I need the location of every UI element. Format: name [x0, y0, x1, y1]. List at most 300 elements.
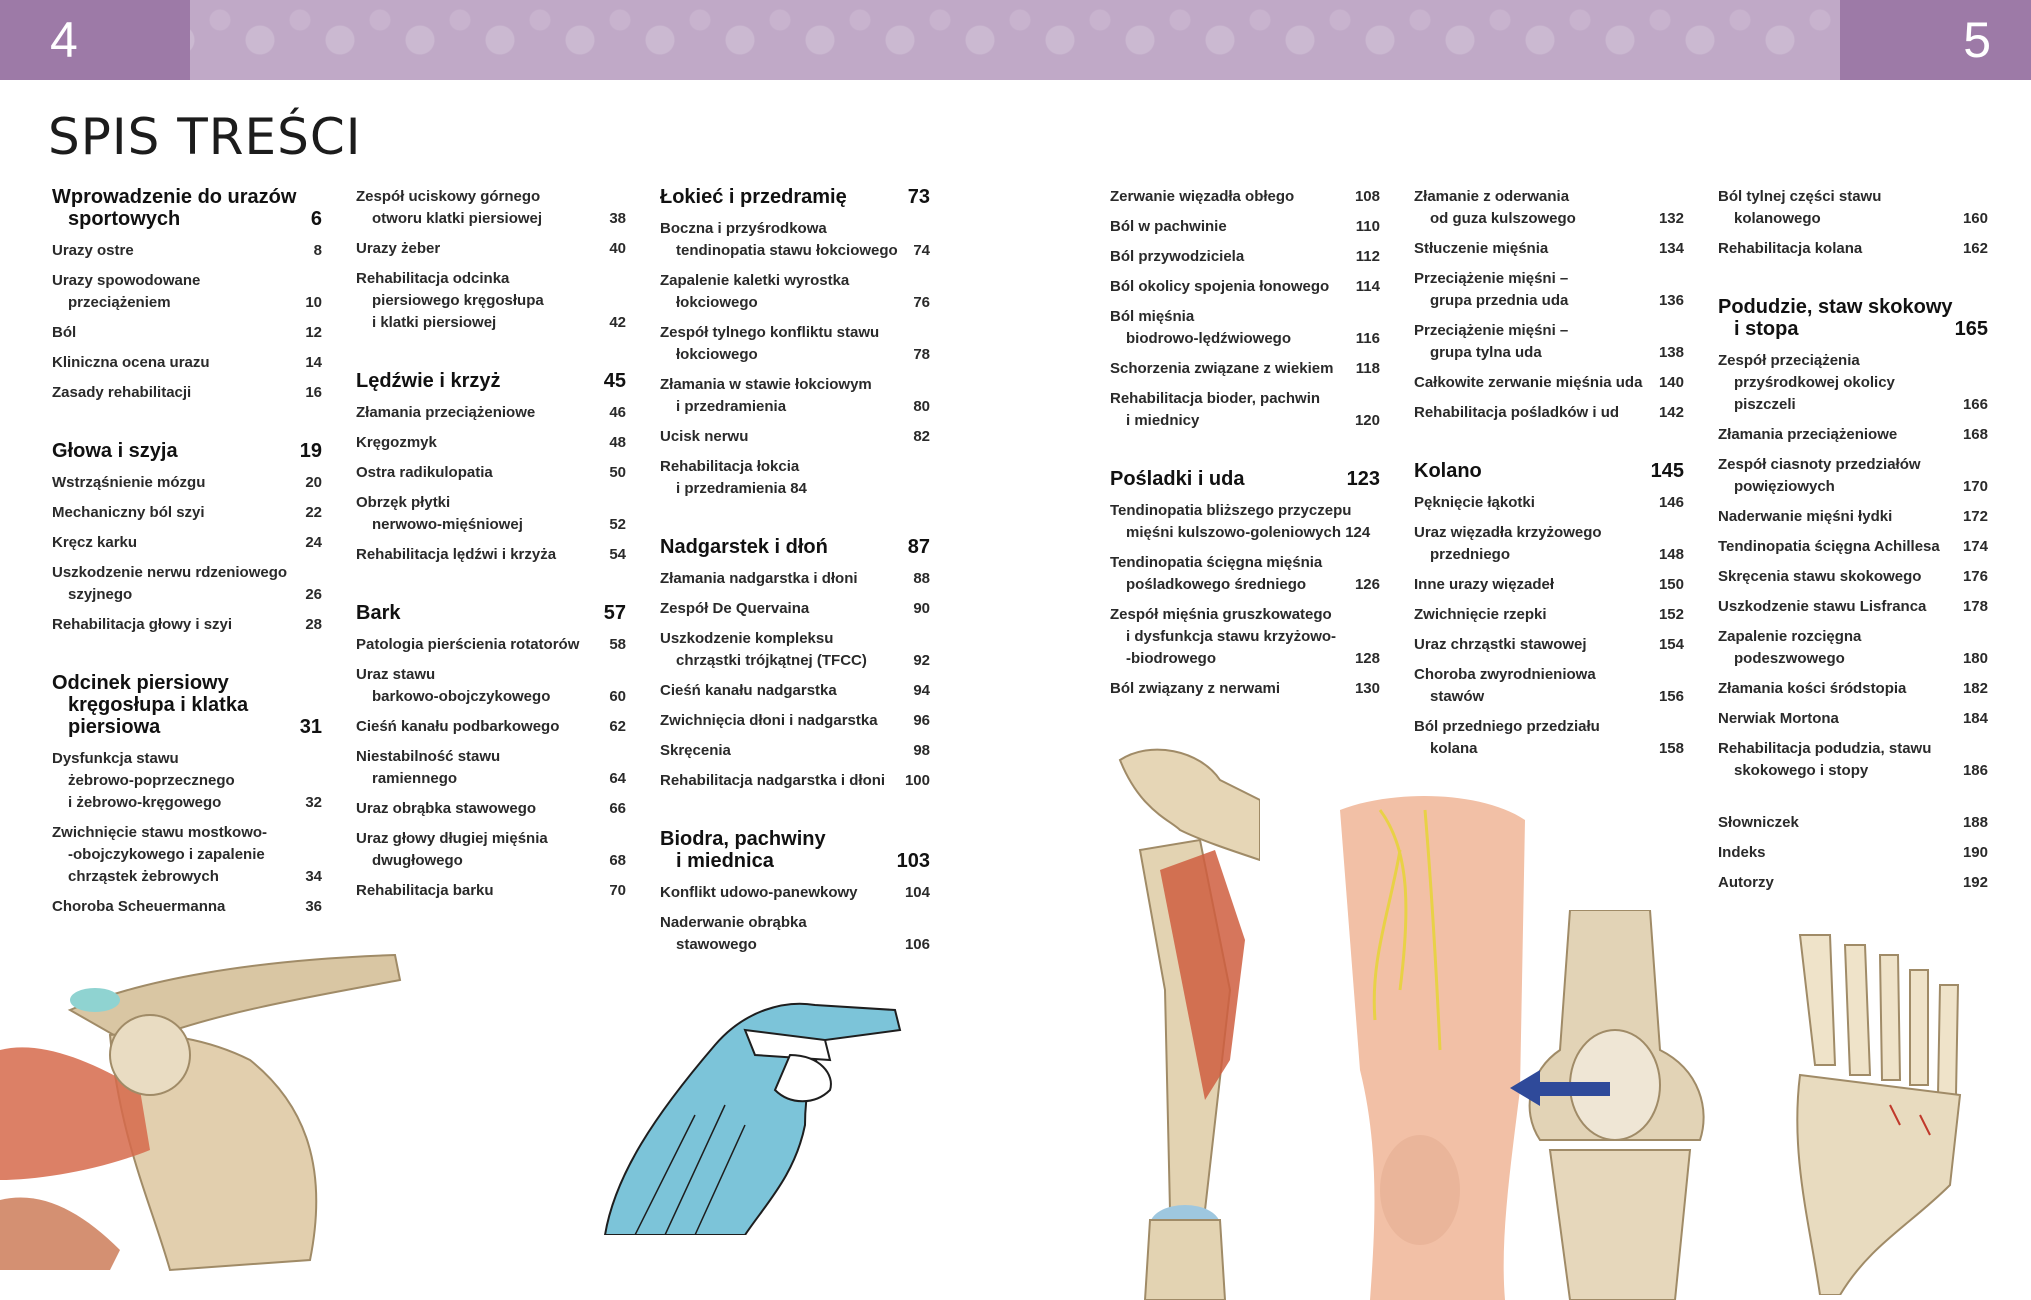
entry-title [356, 238, 609, 260]
page-number: 186 [1962, 762, 1988, 779]
toc-entry[interactable] [1718, 566, 1988, 588]
toc-column-6 [1718, 186, 1988, 902]
entry-title [52, 502, 305, 524]
page-number: 140 [1658, 374, 1684, 391]
entry-title [660, 598, 913, 620]
title-line: Autorzy [1718, 874, 1774, 891]
page-number: 78 [913, 346, 930, 363]
title-line: Zespół mięśnia gruszkowatego [1110, 606, 1332, 623]
page-number: 130 [1354, 680, 1380, 697]
entry-title [1110, 246, 1356, 268]
title-line: Zwichnięcie stawu mostkowo- [52, 824, 268, 841]
toc-entry[interactable] [1110, 186, 1380, 208]
entry-title [52, 240, 314, 262]
page-number: 128 [1354, 650, 1380, 667]
entry-title [1414, 634, 1659, 656]
toc-entry[interactable] [356, 664, 626, 708]
title-line: Tendinopatia ścięgna Achillesa [1718, 538, 1940, 555]
page-number: 90 [913, 600, 930, 617]
toc-entry[interactable] [1718, 872, 1988, 894]
title-line: Ból związany z nerwami [1110, 680, 1281, 697]
toc-entry[interactable] [356, 880, 626, 902]
toc-entry[interactable] [52, 240, 322, 262]
title-line: Tendinopatia ścięgna mięśnia [1110, 554, 1323, 571]
entry-title [1718, 238, 1963, 260]
toc-section[interactable] [1414, 460, 1684, 482]
title-line: Rehabilitacja nadgarstka i dłoni [660, 772, 886, 789]
toc-entry[interactable] [1718, 708, 1988, 730]
title-line: Obrzęk płytki [356, 494, 451, 511]
title-line: Naderwanie obrąbka [660, 914, 807, 931]
page-number: 106 [904, 936, 930, 953]
entry-title [1414, 320, 1659, 364]
title-line: -biodrowego [1126, 650, 1216, 667]
toc-entry[interactable] [1718, 186, 1988, 230]
page-number: 154 [1658, 636, 1684, 653]
toc-entry[interactable] [660, 426, 930, 448]
entry-title [52, 270, 305, 314]
title-line: Kręcz karku [52, 534, 138, 551]
toc-entry[interactable] [1718, 678, 1988, 700]
page-number: 94 [913, 682, 930, 699]
toc-entry[interactable] [1718, 506, 1988, 528]
toc-entry[interactable] [1718, 842, 1988, 864]
entry-title [52, 322, 305, 344]
entry-title [52, 748, 305, 814]
section-title [52, 186, 296, 230]
title-line: Kliniczna ocena urazu [52, 354, 210, 371]
entry-title [356, 880, 609, 902]
title-line: piersiowego kręgosłupa [372, 292, 544, 309]
page-number: 34 [305, 868, 322, 885]
entry-title [52, 532, 305, 554]
title-line: Głowa i szyja [52, 440, 178, 462]
toc-entry[interactable] [52, 748, 322, 814]
title-line: i miednicy [1126, 412, 1200, 429]
page-number: 14 [305, 354, 322, 371]
page-number: 10 [305, 294, 322, 311]
page-number: 82 [913, 428, 930, 445]
entry-title [52, 896, 305, 918]
toc-entry[interactable] [660, 322, 930, 366]
knee-illustration [1500, 910, 1730, 1300]
toc-entry[interactable] [356, 238, 626, 260]
toc-entry[interactable] [356, 432, 626, 454]
title-line: Uraz chrząstki stawowej [1414, 636, 1587, 653]
page-number: 40 [609, 240, 626, 257]
title-line: chrząstki trójkątnej (TFCC) [676, 652, 867, 669]
entry-title [660, 680, 913, 702]
toc-entry[interactable] [52, 562, 322, 606]
title-line: Skręcenia [660, 742, 731, 759]
title-line: Podudzie, staw skokowy [1718, 296, 1953, 318]
page-number: 80 [913, 398, 930, 415]
toc-entry[interactable] [660, 680, 930, 702]
toc-section[interactable] [52, 186, 322, 230]
title-line: Odcinek piersiowy [52, 672, 229, 694]
page-number: 100 [904, 772, 930, 789]
toc-entry[interactable] [356, 186, 626, 230]
title-line: Złamania w stawie łokciowym [660, 376, 872, 393]
title-line: i dysfunkcja stawu krzyżowo- [1126, 628, 1337, 645]
page-number: 148 [1658, 546, 1684, 563]
page-number: 88 [913, 570, 930, 587]
page-number: 142 [1658, 404, 1684, 421]
toc-entry[interactable] [1414, 238, 1684, 260]
page-number: 118 [1355, 360, 1380, 377]
toc-entry[interactable] [356, 492, 626, 536]
toc-entry[interactable] [1414, 402, 1684, 424]
entry-title [660, 628, 913, 672]
page-number: 150 [1658, 576, 1684, 593]
title-line: Zapalenie kaletki wyrostka [660, 272, 850, 289]
entry-title [52, 472, 305, 494]
title-line: Boczna i przyśrodkowa [660, 220, 827, 237]
title-line: Rehabilitacja lędźwi i krzyża [356, 546, 557, 563]
entry-title [52, 562, 305, 606]
entry-title [660, 218, 913, 262]
toc-entry[interactable] [1414, 634, 1684, 656]
page-number: 192 [1962, 874, 1988, 891]
title-line: Łokieć i przedramię [660, 186, 847, 208]
page-number: 87 [907, 536, 930, 558]
entry-title [356, 186, 609, 230]
toc-entry[interactable] [1718, 738, 1988, 782]
page-number: 188 [1962, 814, 1988, 831]
toc-entry[interactable] [1414, 186, 1684, 230]
hip-muscle-illustration [1110, 740, 1260, 1300]
toc-entry[interactable] [356, 716, 626, 738]
toc-entry[interactable] [1718, 536, 1988, 558]
title-line: i miednica [676, 850, 774, 872]
page-number: 19 [299, 440, 322, 462]
toc-entry[interactable] [1110, 500, 1380, 544]
section-title [1718, 296, 1953, 340]
toc-entry[interactable] [660, 374, 930, 418]
title-line: Ból [52, 324, 77, 341]
toc-section[interactable] [52, 672, 322, 738]
page-number: 146 [1658, 494, 1684, 511]
entry-title [1414, 574, 1659, 596]
title-line: żebrowo-poprzecznego [68, 772, 235, 789]
title-line: Pośladki i uda [1110, 468, 1245, 490]
title-line: Urazy ostre [52, 242, 134, 259]
entry-title [356, 716, 609, 738]
toc-entry[interactable] [1718, 350, 1988, 416]
toc-entry[interactable] [660, 218, 930, 262]
entry-title [660, 270, 913, 314]
toc-entry[interactable] [52, 822, 322, 888]
page-number: 112 [1355, 248, 1380, 265]
page-number: 46 [609, 404, 626, 421]
title-line: podeszwowego [1734, 650, 1845, 667]
toc-entry[interactable] [1414, 604, 1684, 626]
title-line: grupa tylna uda [1430, 344, 1542, 361]
page-number: 42 [609, 314, 626, 331]
page-number: 180 [1962, 650, 1988, 667]
entry-title [1110, 500, 1380, 544]
title-line: Uszkodzenie kompleksu [660, 630, 834, 647]
title-line: Rehabilitacja kolana [1718, 240, 1863, 257]
title-line: Zasady rehabilitacji [52, 384, 192, 401]
toc-entry[interactable] [1718, 454, 1988, 498]
toc-entry[interactable] [1110, 358, 1380, 380]
title-line: Zespół De Quervaina [660, 600, 810, 617]
entry-title [1718, 186, 1963, 230]
page-number: 172 [1962, 508, 1988, 525]
title-line: Rehabilitacja łokcia [660, 458, 800, 475]
entry-title [660, 882, 905, 904]
page-number: 166 [1962, 396, 1988, 413]
toc-entry[interactable] [356, 402, 626, 424]
title-line: Rehabilitacja bioder, pachwin [1110, 390, 1321, 407]
page-number: 182 [1962, 680, 1988, 697]
title-line: łokciowego [676, 294, 758, 311]
toc-entry[interactable] [1718, 812, 1988, 834]
title-line: tendinopatia stawu łokciowego [676, 242, 898, 259]
title-line: chrząstek żebrowych [68, 868, 219, 885]
title-line: powięziowych [1734, 478, 1835, 495]
title-line: Ból mięśnia [1110, 308, 1195, 325]
title-line: Zespół przeciążenia [1718, 352, 1860, 369]
toc-entry[interactable] [52, 270, 322, 314]
toc-entry[interactable] [1110, 276, 1380, 298]
toc-column-5 [1414, 186, 1684, 768]
header-bar [0, 0, 2031, 80]
entry-title [660, 568, 913, 590]
page-number: 170 [1962, 478, 1988, 495]
page-number: 96 [913, 712, 930, 729]
entry-title [1414, 238, 1659, 260]
page-number: 52 [609, 516, 626, 533]
title-line: Naderwanie mięśni łydki [1718, 508, 1893, 525]
entry-title [356, 402, 609, 424]
toc-section[interactable] [1110, 468, 1380, 490]
title-line: sportowych [68, 208, 181, 230]
title-line: Nadgarstek i dłoń [660, 536, 828, 558]
title-line: i klatki piersiowej [372, 314, 497, 331]
title-line: Zespół ciasnoty przedziałów [1718, 456, 1921, 473]
title-line: Kolano [1414, 460, 1482, 482]
entry-title [356, 268, 609, 334]
title-line: kręgosłupa i klatka [68, 694, 249, 716]
title-line: Ból przywodziciela [1110, 248, 1245, 265]
toc-entry[interactable] [356, 798, 626, 820]
entry-title [1414, 372, 1659, 394]
entry-title [1110, 388, 1355, 432]
entry-title [660, 912, 905, 956]
toc-entry[interactable] [52, 472, 322, 494]
toc-entry[interactable] [1414, 522, 1684, 566]
title-line: barkowo-obojczykowego [372, 688, 551, 705]
shoulder-illustration [0, 940, 410, 1280]
toc-entry[interactable] [1414, 716, 1684, 760]
toc-entry[interactable] [660, 912, 930, 956]
page-number: 174 [1962, 538, 1988, 555]
toc-section[interactable] [660, 828, 930, 872]
toc-entry[interactable] [356, 268, 626, 334]
entry-title [356, 664, 609, 708]
page-number: 36 [305, 898, 322, 915]
entry-title [356, 462, 609, 484]
toc-section[interactable] [1718, 296, 1988, 340]
title-line: Zwichnięcie rzepki [1414, 606, 1547, 623]
toc-section[interactable] [660, 186, 930, 208]
entry-title [1718, 708, 1963, 730]
title-line: przeciążeniem [68, 294, 171, 311]
toc-entry[interactable] [660, 456, 930, 500]
entry-title [1110, 306, 1356, 350]
toc-entry[interactable] [52, 352, 322, 374]
title-line: Cieśń kanału nadgarstka [660, 682, 837, 699]
toc-entry[interactable] [1110, 388, 1380, 432]
toc-entry[interactable] [52, 614, 322, 636]
title-line: Ostra radikulopatia [356, 464, 493, 481]
toc-section[interactable] [356, 602, 626, 624]
toc-entry[interactable] [52, 532, 322, 554]
toc-entry[interactable] [356, 544, 626, 566]
toc-entry[interactable] [1414, 492, 1684, 514]
page-number: 16 [305, 384, 322, 401]
toc-entry[interactable] [660, 598, 930, 620]
title-line: Przeciążenie mięśni – [1414, 322, 1569, 339]
toc-entry[interactable] [356, 828, 626, 872]
toc-column-3 [660, 186, 930, 964]
toc-entry[interactable] [356, 746, 626, 790]
page-number: 98 [913, 742, 930, 759]
toc-entry[interactable] [1110, 306, 1380, 350]
toc-entry[interactable] [1414, 268, 1684, 312]
title-line: Zespół uciskowy górnego [356, 188, 541, 205]
title-line: przyśrodkowej okolicy piszczeli [1734, 374, 1895, 413]
toc-entry[interactable] [1110, 216, 1380, 238]
toc-entry[interactable] [1414, 320, 1684, 364]
entry-title [1718, 454, 1963, 498]
title-line: Uraz więzadła krzyżowego [1414, 524, 1602, 541]
toc-entry[interactable] [1414, 372, 1684, 394]
entry-title [660, 740, 913, 762]
toc-entry[interactable] [1110, 246, 1380, 268]
entry-title [660, 770, 905, 792]
entry-title [1414, 716, 1659, 760]
title-line: Uszkodzenie stawu Lisfranca [1718, 598, 1927, 615]
page-number: 45 [603, 370, 626, 392]
entry-title [1718, 536, 1963, 558]
toc-entry[interactable] [1110, 552, 1380, 596]
toc-entry[interactable] [52, 322, 322, 344]
title-line: i żebrowo-kręgowego [68, 794, 222, 811]
entry-title [356, 828, 609, 872]
title-line: Urazy żeber [356, 240, 441, 257]
toc-entry[interactable] [660, 882, 930, 904]
toc-entry[interactable] [1718, 424, 1988, 446]
toc-entry[interactable] [1110, 604, 1380, 670]
page-number: 58 [609, 636, 626, 653]
toc-entry[interactable] [1414, 664, 1684, 708]
toc-section[interactable] [660, 536, 930, 558]
toc-entry[interactable] [356, 462, 626, 484]
title-line: Kręgozmyk [356, 434, 437, 451]
toc-entry[interactable] [660, 568, 930, 590]
title-line: Złamanie z oderwania [1414, 188, 1570, 205]
toc-entry[interactable] [52, 382, 322, 404]
entry-title [1110, 678, 1355, 700]
toc-section[interactable] [52, 440, 322, 462]
title-line: Skręcenia stawu skokowego [1718, 568, 1922, 585]
page-number: 12 [305, 324, 322, 341]
foot-illustration [1760, 925, 2000, 1295]
toc-entry[interactable] [1718, 238, 1988, 260]
page-number: 134 [1658, 240, 1684, 257]
toc-entry[interactable] [660, 710, 930, 732]
title-line: pośladkowego średniego [1126, 576, 1307, 593]
toc-entry[interactable] [660, 740, 930, 762]
page-number: 57 [603, 602, 626, 624]
title-line: Mechaniczny ból szyi [52, 504, 205, 521]
title-line: mięśni kulszowo-goleniowych 124 [1126, 524, 1371, 541]
entry-title [1718, 566, 1963, 588]
spacer [1718, 790, 1988, 812]
entry-title [356, 544, 609, 566]
title-line: Złamania przeciążeniowe [1718, 426, 1898, 443]
page-number: 126 [1354, 576, 1380, 593]
title-line: Lędźwie i krzyż [356, 370, 501, 392]
title-line: Zwichnięcia dłoni i nadgarstka [660, 712, 878, 729]
toc-entry[interactable] [1110, 678, 1380, 700]
page-number: 6 [310, 208, 322, 230]
title-line: Przeciążenie mięśni – [1414, 270, 1569, 287]
toc-entry[interactable] [52, 896, 322, 918]
title-line: Zespół tylnego konfliktu stawu [660, 324, 880, 341]
title-line: stawów [1430, 688, 1485, 705]
title-line: i stopa [1734, 318, 1799, 340]
toc-entry[interactable] [356, 634, 626, 656]
section-title [660, 186, 847, 208]
page-number: 64 [609, 770, 626, 787]
page-number: 138 [1658, 344, 1684, 361]
title-line: Konflikt udowo-panewkowy [660, 884, 858, 901]
toc-entry[interactable] [1718, 626, 1988, 670]
title-line: Rehabilitacja barku [356, 882, 494, 899]
toc-entry[interactable] [660, 628, 930, 672]
title-line: przedniego [1430, 546, 1511, 563]
entry-title [52, 382, 305, 404]
page-number: 145 [1650, 460, 1684, 482]
title-line: Ból okolicy spojenia łonowego [1110, 278, 1330, 295]
toc-column-2 [356, 186, 626, 910]
title-line: Stłuczenie mięśnia [1414, 240, 1549, 257]
toc-entry[interactable] [1718, 596, 1988, 618]
toc-entry[interactable] [52, 502, 322, 524]
title-line: i przedramienia 84 [676, 480, 807, 497]
section-title [1110, 468, 1244, 490]
page-number: 62 [609, 718, 626, 735]
toc-section[interactable] [356, 370, 626, 392]
title-line: Niestabilność stawu [356, 748, 501, 765]
title-line: stawowego [676, 936, 757, 953]
page-number: 76 [913, 294, 930, 311]
toc-entry[interactable] [660, 770, 930, 792]
title-line: Pęknięcie łąkotki [1414, 494, 1535, 511]
page-number: 158 [1658, 740, 1684, 757]
toc-column-1 [52, 186, 322, 926]
page-number: 114 [1355, 278, 1380, 295]
toc-entry[interactable] [1414, 574, 1684, 596]
page-number: 104 [904, 884, 930, 901]
entry-title [1718, 626, 1963, 670]
toc-entry[interactable] [660, 270, 930, 314]
title-line: dwugłowego [372, 852, 463, 869]
